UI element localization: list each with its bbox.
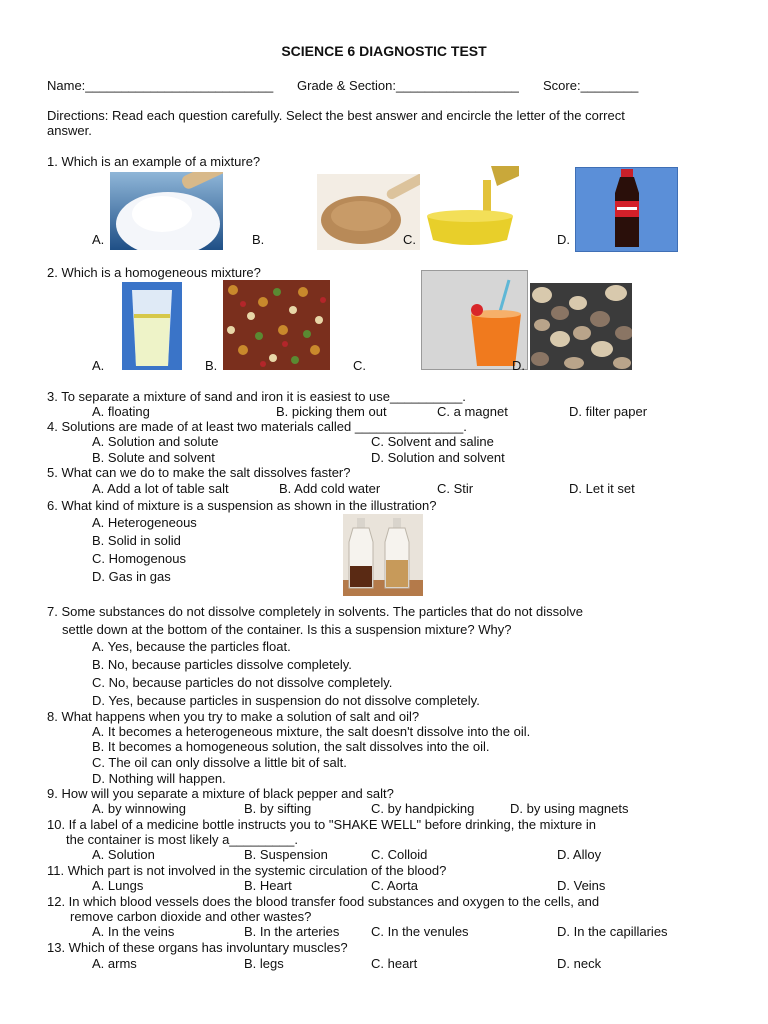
question-1: 1. Which is an example of a mixture? (47, 154, 261, 169)
question-8: 8. What happens when you try to make a solution of salt and oil? (47, 709, 420, 724)
directions-line1: Directions: Read each question carefully. Select the best answer and encircle the letter of the correct (47, 108, 625, 123)
q7-option-b[interactable]: B. No, because particles dissolve completely. (92, 657, 352, 672)
q5-option-d[interactable]: D. Let it set (569, 481, 635, 496)
q1-letter-b[interactable]: B. (252, 232, 265, 247)
name-field[interactable]: Name:__________________________ (47, 78, 274, 93)
grade-section-field[interactable]: Grade & Section:_________________ (297, 78, 519, 93)
question-10-line1: 10. If a label of a medicine bottle instructs you to "SHAKE WELL" before drinking, the mixture in (47, 817, 597, 832)
question-9: 9. How will you separate a mixture of black pepper and salt? (47, 786, 394, 801)
q2-letter-a[interactable]: A. (92, 358, 105, 373)
q5-option-a[interactable]: A. Add a lot of table salt (92, 481, 229, 496)
q13-option-b[interactable]: B. legs (244, 956, 284, 971)
q3-option-a[interactable]: A. floating (92, 404, 150, 419)
suspension-bottles-image (343, 514, 423, 596)
q8-option-c[interactable]: C. The oil can only dissolve a little bit of salt. (92, 755, 347, 770)
salt-in-spoon-image (110, 172, 223, 250)
cola-bottle-image (575, 167, 678, 252)
question-6: 6. What kind of mixture is a suspension as shown in the illustration? (47, 498, 437, 513)
question-2: 2. Which is a homogeneous mixture? (47, 265, 261, 280)
q12-option-c[interactable]: C. In the venules (371, 924, 469, 939)
q12-option-b[interactable]: B. In the arteries (244, 924, 340, 939)
q10-option-c[interactable]: C. Colloid (371, 847, 428, 862)
q4-option-b[interactable]: B. Solute and solvent (92, 450, 215, 465)
q2-letter-b[interactable]: B. (205, 358, 218, 373)
orange-drink-image (421, 270, 528, 370)
q2-letter-d[interactable]: D. (512, 358, 525, 373)
q7-option-c[interactable]: C. No, because particles do not dissolve completely. (92, 675, 393, 690)
question-5: 5. What can we do to make the salt dissolves faster? (47, 465, 351, 480)
q4-option-a[interactable]: A. Solution and solute (92, 434, 219, 449)
score-field[interactable]: Score:________ (543, 78, 639, 93)
q8-option-a[interactable]: A. It becomes a heterogeneous mixture, the salt doesn't dissolve into the oil. (92, 724, 531, 739)
q3-option-b[interactable]: B. picking them out (276, 404, 387, 419)
question-11: 11. Which part is not involved in the systemic circulation of the blood? (47, 863, 447, 878)
q6-option-d[interactable]: D. Gas in gas (92, 569, 171, 584)
q1-letter-d[interactable]: D. (557, 232, 570, 247)
q9-option-b[interactable]: B. by sifting (244, 801, 312, 816)
q10-option-a[interactable]: A. Solution (92, 847, 155, 862)
question-7-line2: settle down at the bottom of the container. Is this a suspension mixture? Why? (62, 622, 512, 637)
q7-option-a[interactable]: A. Yes, because the particles float. (92, 639, 291, 654)
question-12-line1: 12. In which blood vessels does the blood transfer food substances and oxygen to the cells, and (47, 894, 600, 909)
q11-option-a[interactable]: A. Lungs (92, 878, 144, 893)
q5-option-c[interactable]: C. Stir (437, 481, 474, 496)
q4-option-d[interactable]: D. Solution and solvent (371, 450, 505, 465)
q3-option-d[interactable]: D. filter paper (569, 404, 648, 419)
pebbles-image (530, 283, 632, 370)
mixed-beans-image (223, 280, 330, 370)
q8-option-b[interactable]: B. It becomes a homogeneous solution, the salt dissolves into the oil. (92, 739, 490, 754)
question-7-line1: 7. Some substances do not dissolve completely in solvents. The particles that do not dissolve (47, 604, 583, 619)
q6-option-b[interactable]: B. Solid in solid (92, 533, 181, 548)
q11-option-d[interactable]: D. Veins (557, 878, 606, 893)
question-4: 4. Solutions are made of at least two materials called _______________. (47, 419, 467, 434)
q1-letter-a[interactable]: A. (92, 232, 105, 247)
q11-option-c[interactable]: C. Aorta (371, 878, 418, 893)
q13-option-d[interactable]: D. neck (557, 956, 602, 971)
q12-option-a[interactable]: A. In the veins (92, 924, 175, 939)
directions-line2: answer. (47, 123, 92, 138)
oil-pouring-bowl-image (421, 166, 519, 250)
q10-option-d[interactable]: D. Alloy (557, 847, 602, 862)
q5-option-b[interactable]: B. Add cold water (279, 481, 381, 496)
q12-option-d[interactable]: D. In the capillaries (557, 924, 668, 939)
q13-option-c[interactable]: C. heart (371, 956, 418, 971)
q9-option-c[interactable]: C. by handpicking (371, 801, 475, 816)
q4-option-c[interactable]: C. Solvent and saline (371, 434, 494, 449)
q6-option-c[interactable]: C. Homogenous (92, 551, 186, 566)
question-12-line2: remove carbon dioxide and other wastes? (70, 909, 312, 924)
question-3: 3. To separate a mixture of sand and iron it is easiest to use__________. (47, 389, 466, 404)
q1-letter-c[interactable]: C. (403, 232, 416, 247)
q9-option-d[interactable]: D. by using magnets (510, 801, 629, 816)
page-title: SCIENCE 6 DIAGNOSTIC TEST (281, 43, 487, 59)
q2-letter-c[interactable]: C. (353, 358, 366, 373)
q6-option-a[interactable]: A. Heterogeneous (92, 515, 197, 530)
q11-option-b[interactable]: B. Heart (244, 878, 292, 893)
q13-option-a[interactable]: A. arms (92, 956, 137, 971)
q9-option-a[interactable]: A. by winnowing (92, 801, 186, 816)
q10-option-b[interactable]: B. Suspension (244, 847, 328, 862)
question-13: 13. Which of these organs has involuntary muscles? (47, 940, 348, 955)
water-glass-image (122, 282, 182, 370)
q3-option-c[interactable]: C. a magnet (437, 404, 508, 419)
q8-option-d[interactable]: D. Nothing will happen. (92, 771, 226, 786)
question-10-line2: the container is most likely a_________. (66, 832, 298, 847)
q7-option-d[interactable]: D. Yes, because particles in suspension do not dissolve completely. (92, 693, 480, 708)
